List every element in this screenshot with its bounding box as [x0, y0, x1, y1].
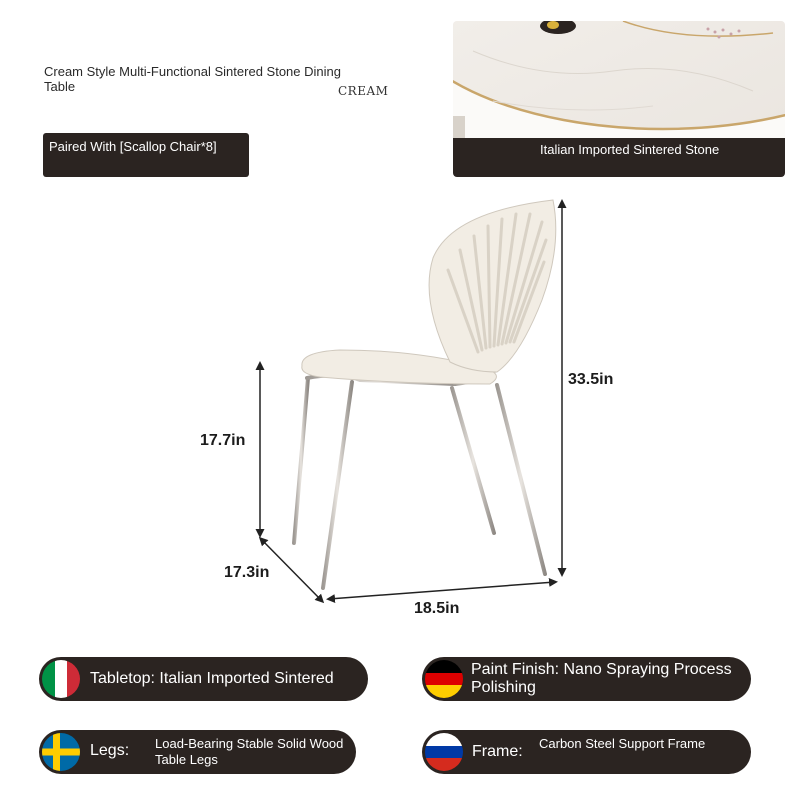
- feature-legs-label: Legs:: [90, 742, 130, 759]
- feature-tabletop: [39, 657, 368, 701]
- feature-legs-detail: Load-Bearing Stable Solid Wood Table Legs: [155, 736, 344, 767]
- product-title: Cream Style Multi-Functional Sintered Stone Dining Table: [44, 64, 341, 94]
- color-label: CREAM: [338, 84, 389, 98]
- feature-frame-detail: Carbon Steel Support Frame: [539, 736, 706, 751]
- italy-flag-icon: [42, 660, 80, 698]
- sweden-flag-icon: [42, 733, 80, 771]
- feature-paint: [422, 657, 751, 701]
- feature-tabletop-label: Tabletop: Italian Imported Sintered: [90, 670, 334, 687]
- russia-flag-icon: [425, 733, 463, 771]
- feature-legs: [39, 730, 356, 774]
- feature-frame: [422, 730, 751, 774]
- tabletop-caption: Italian Imported Sintered Stone: [453, 138, 785, 177]
- germany-flag-icon: [425, 660, 463, 698]
- width-label: 18.5in: [414, 600, 460, 617]
- width-line: [329, 582, 555, 599]
- chair-backrest: [429, 200, 556, 372]
- feature-frame-label: Frame:: [472, 743, 523, 760]
- total-height-label: 33.5in: [568, 371, 614, 388]
- paired-with-badge: Paired With [Scallop Chair*8]: [43, 133, 249, 177]
- depth-label: 17.3in: [224, 564, 270, 581]
- seat-height-label: 17.7in: [200, 432, 246, 449]
- depth-line: [261, 539, 322, 601]
- feature-paint-label: Paint Finish: Nano Spraying Process Polishing: [471, 661, 732, 696]
